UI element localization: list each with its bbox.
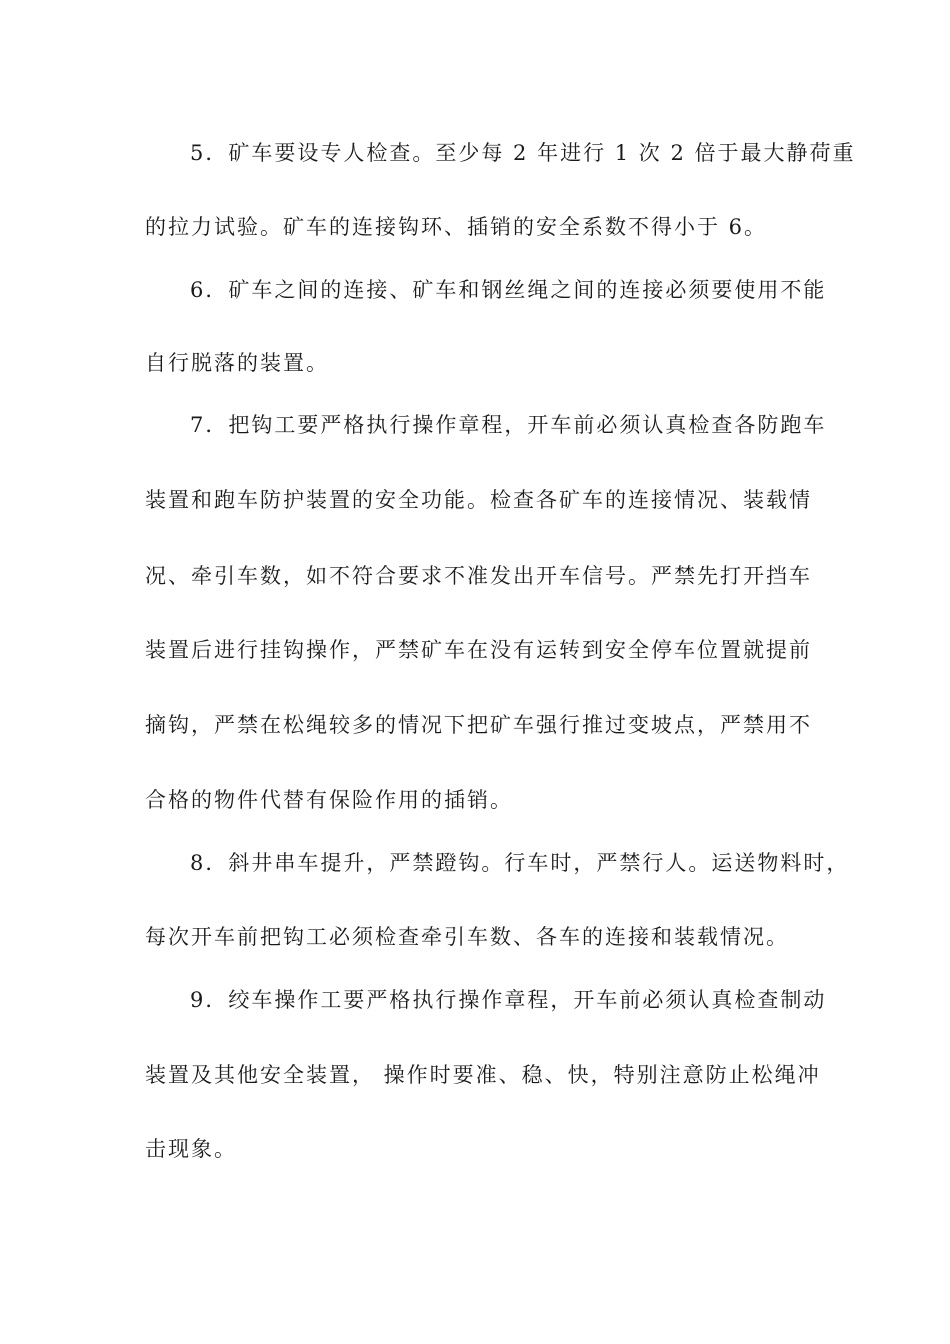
item-8-line-2: 每次开车前把钩工必须检查牵引车数、各车的连接和装载情况。 [145,925,789,949]
item-6-line-2: 自行脱落的装置。 [145,351,329,375]
item-7-line-2: 装置和跑车防护装置的安全功能。检查各矿车的连接情况、装载情 [145,488,812,512]
item-7-line-5: 摘钩，严禁在松绳较多的情况下把矿车强行推过变坡点，严禁用不 [145,713,812,737]
item-9-line-2: 装置及其他安全装置， 操作时要准、稳、快，特别注意防止松绳冲 [145,1063,821,1087]
item-9-line-1: 9．绞车操作工要严格执行操作章程，开车前必须认真检查制动 [190,988,827,1012]
item-5-line-2: 的拉力试验。矿车的连接钩环、插销的安全系数不得小于 6。 [145,215,768,239]
item-5-line-1: 5．矿车要设专人检查。至少每 2 年进行 1 次 2 倍于最大静荷重 [190,141,856,165]
item-7-line-3: 况、牵引车数，如不符合要求不准发出开车信号。严禁先打开挡车 [145,564,812,588]
item-9-line-3: 击现象。 [145,1137,237,1161]
item-7-line-1: 7．把钩工要严格执行操作章程，开车前必须认真检查各防跑车 [190,413,827,437]
item-6-line-1: 6．矿车之间的连接、矿车和钢丝绳之间的连接必须要使用不能 [190,278,827,302]
item-8-line-1: 8．斜井串车提升，严禁蹬钩。行车时，严禁行人。运送物料时， [190,851,850,875]
item-7-line-6: 合格的物件代替有保险作用的插销。 [145,788,513,812]
item-7-line-4: 装置后进行挂钩操作，严禁矿车在没有运转到安全停车位置就提前 [145,638,812,662]
